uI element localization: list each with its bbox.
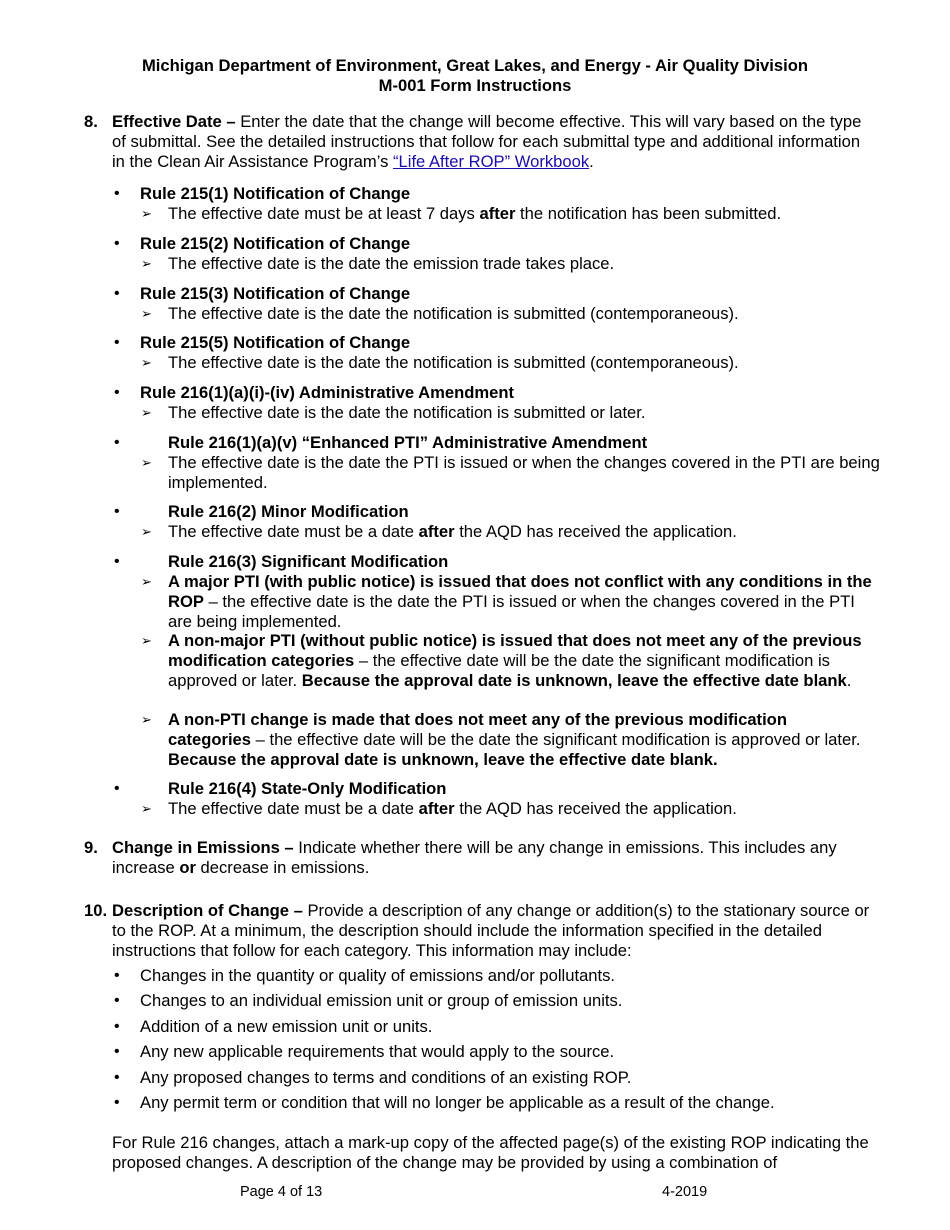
detail-text: – the effective date is the date the PTI is issued or when the changes covered in the PTI are being implemented. — [168, 591, 855, 631]
arrow-bullet-icon: ➢ — [141, 633, 152, 648]
rule-detail: The effective date is the date the notification is submitted or later. — [168, 403, 646, 422]
bullet-icon: • — [114, 384, 120, 401]
arrow-bullet-icon: ➢ — [141, 306, 152, 321]
bullet-icon: • — [114, 1069, 120, 1086]
rule-detail: The effective date is the date the PTI is issued or when the changes covered in the PTI are being implemented. — [168, 453, 880, 492]
bullet-icon: • — [114, 503, 120, 520]
bullet-icon: • — [114, 185, 120, 202]
list-item: Any permit term or condition that will no longer be applicable as a result of the change. — [140, 1093, 775, 1112]
paragraph-text: Enter the date that the change will become effective. This will vary based on the type of submittal. See the detailed instructions that follow for each submittal type and additional information in the Clean Air Assistance Program’s — [112, 112, 862, 171]
item-number: 9. — [84, 838, 98, 857]
bullet-icon: • — [114, 285, 120, 302]
workbook-link[interactable]: “Life After ROP” Workbook — [393, 151, 590, 171]
detail-text: – the effective date will be the date the significant modification is approved or later. — [251, 729, 861, 749]
rule-heading: Rule 216(1)(a)(v) “Enhanced PTI” Administrative Amendment — [168, 433, 648, 452]
detail-emphasis: after — [479, 204, 516, 223]
bullet-icon: • — [114, 235, 120, 252]
bullet-icon: • — [114, 553, 120, 570]
rule-heading: Rule 216(3) Significant Modification — [168, 552, 449, 571]
item-heading: Effective Date – — [112, 112, 236, 131]
rule-detail: The effective date is the date the notification is submitted (contemporaneous). — [168, 353, 739, 372]
list-item: Changes in the quantity or quality of emissions and/or pollutants. — [140, 966, 616, 985]
paragraph-text: decrease in emissions. — [195, 857, 370, 877]
rule-heading: Rule 215(5) Notification of Change — [140, 333, 411, 352]
detail-emphasis: A major PTI (with public notice) is issued that does not conflict with any conditions in the ROP — [168, 572, 872, 611]
list-item: Any proposed changes to terms and conditions of an existing ROP. — [140, 1068, 632, 1087]
rule-heading: Rule 215(2) Notification of Change — [140, 234, 411, 253]
detail-text: The effective date must be a date — [168, 522, 419, 541]
detail-emphasis: A non-major PTI (without public notice) is issued that does not meet any of the previous modification categories — [168, 631, 862, 670]
detail-text: The effective date must be a date — [168, 799, 419, 818]
change-in-emissions-paragraph — [112, 838, 872, 878]
detail-emphasis: after — [418, 522, 455, 541]
detail-emphasis: Because the approval date is unknown, leave the effective date blank. — [168, 749, 718, 769]
item-number: 10. — [84, 901, 108, 920]
document-title: Michigan Department of Environment, Great Lakes, and Energy - Air Quality Division — [141, 56, 809, 75]
detail-text: The effective date must be at least 7 days — [168, 204, 480, 223]
punctuation: . — [589, 151, 594, 171]
arrow-bullet-icon: ➢ — [141, 801, 152, 816]
rule-heading: Rule 216(4) State-Only Modification — [168, 779, 447, 798]
bullet-icon: • — [114, 1043, 120, 1060]
arrow-bullet-icon: ➢ — [141, 206, 152, 221]
bullet-icon: • — [114, 992, 120, 1009]
sub-detail — [168, 710, 873, 769]
detail-text: the AQD has received the application. — [454, 522, 737, 541]
effective-date-paragraph — [112, 112, 872, 171]
rule-heading: Rule 215(1) Notification of Change — [140, 184, 411, 203]
arrow-bullet-icon: ➢ — [141, 524, 152, 539]
description-of-change-paragraph — [112, 901, 872, 960]
paragraph-text: Indicate whether there will be any change in emissions. This includes any increase — [112, 838, 837, 877]
list-item: Addition of a new emission unit or units. — [140, 1017, 433, 1036]
detail-text: – the effective date will be the date the significant modification is approved or later. — [168, 650, 830, 690]
sub-detail — [168, 631, 873, 690]
rule-detail — [168, 522, 888, 542]
closing-paragraph: For Rule 216 changes, attach a mark-up copy of the affected page(s) of the existing ROP indicating the proposed changes. A description of the change may be provided by using a combination of — [112, 1133, 869, 1172]
revision-date: 4-2019 — [662, 1184, 708, 1200]
rule-detail: The effective date is the date the emission trade takes place. — [168, 254, 615, 273]
arrow-bullet-icon: ➢ — [141, 455, 152, 470]
bullet-icon: • — [114, 780, 120, 797]
rule-heading: Rule 215(3) Notification of Change — [140, 284, 411, 303]
bullet-icon: • — [114, 967, 120, 984]
sub-detail — [168, 572, 873, 631]
arrow-bullet-icon: ➢ — [141, 712, 152, 727]
rule-detail — [168, 204, 888, 224]
detail-emphasis: A non-PTI change is made that does not meet any of the previous modification categories — [168, 710, 787, 749]
detail-text: the AQD has received the application. — [454, 799, 737, 818]
detail-emphasis: after — [418, 799, 455, 818]
list-item: Any new applicable requirements that would apply to the source. — [140, 1042, 615, 1061]
form-title: M-001 Form Instructions — [378, 76, 572, 95]
bullet-icon: • — [114, 334, 120, 351]
bullet-icon: • — [114, 1018, 120, 1035]
rule-detail — [168, 799, 888, 819]
rule-heading: Rule 216(1)(a)(i)-(iv) Administrative Amendment — [140, 383, 515, 402]
arrow-bullet-icon: ➢ — [141, 256, 152, 271]
page-number: Page 4 of 13 — [240, 1184, 323, 1200]
arrow-bullet-icon: ➢ — [141, 355, 152, 370]
paragraph-text: Provide a description of any change or addition(s) to the stationary source or to the ROP. At a minimum, the description should include the information specified in the detailed instructions that follow for each category. This information may include: — [112, 901, 870, 960]
arrow-bullet-icon: ➢ — [141, 405, 152, 420]
rule-heading: Rule 216(2) Minor Modification — [168, 502, 409, 521]
item-heading: Description of Change – — [112, 901, 303, 920]
punctuation: . — [846, 670, 852, 690]
rule-detail: The effective date is the date the notification is submitted (contemporaneous). — [168, 304, 739, 323]
paragraph-emphasis: or — [179, 857, 196, 877]
item-heading: Change in Emissions – — [112, 838, 294, 857]
detail-text: the notification has been submitted. — [515, 204, 782, 223]
detail-emphasis: Because the approval date is unknown, leave the effective date blank — [301, 670, 847, 690]
arrow-bullet-icon: ➢ — [141, 574, 152, 589]
item-number: 8. — [84, 112, 98, 131]
bullet-icon: • — [114, 434, 120, 451]
bullet-icon: • — [114, 1094, 120, 1111]
list-item: Changes to an individual emission unit or group of emission units. — [140, 991, 623, 1010]
